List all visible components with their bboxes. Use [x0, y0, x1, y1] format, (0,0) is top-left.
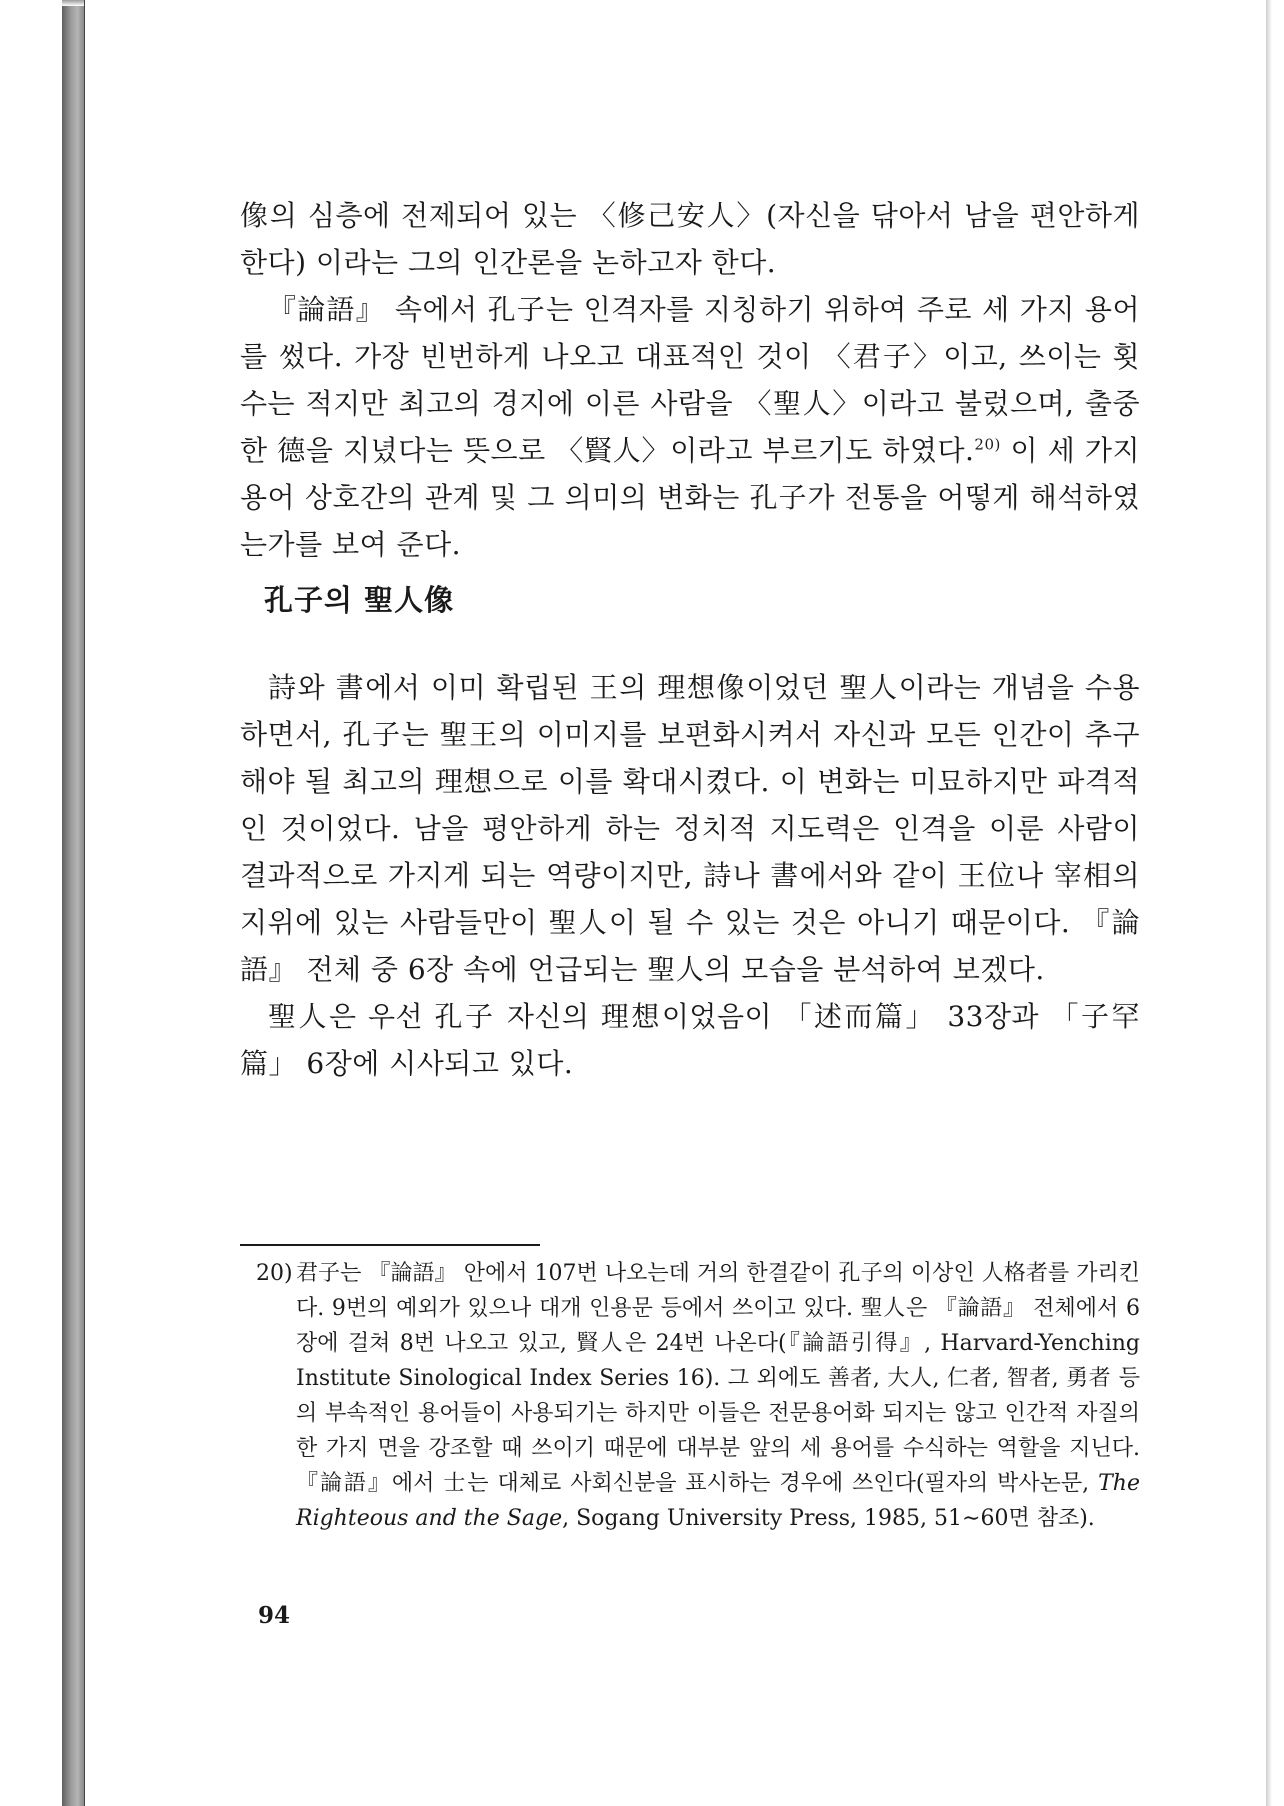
footnote-number: 20) [256, 1261, 293, 1286]
body-text-bottom [240, 664, 1140, 1087]
paragraph-3 [240, 664, 1140, 993]
footnote-text [296, 1256, 1140, 1536]
paragraph-1-text: 像의 심층에 전제되어 있는 〈修己安人〉(자신을 닦아서 남을 편안하게 한다) 이라는 그의 인간론을 논하고자 한다. [240, 199, 1140, 279]
paragraph-1 [240, 192, 1140, 286]
paragraph-3-text: 詩와 書에서 이미 확립된 王의 理想像이었던 聖人이라는 개념을 수용하면서, 孔子는 聖王의 이미지를 보편화시켜서 자신과 모든 인간이 추구해야 될 최고의 理想으로 이를 확대시켰다. 이 변화는 미묘하지만 파격적인 것이었다. 남을 평안하게 하는 정치적 지도력은 인격을 이룬 사람이 결과적으로 가지게 되는 역량이지만, 詩나 書에서와 같이 王位나 宰相의 지위에 있는 사람들만이 聖人이 될 수 있는 것은 아니기 때문이다. 『論語』 전체 중 6장 속에 언급되는 聖人의 모습을 분석하여 보겠다. [240, 671, 1140, 986]
paragraph-2-text: 『論語』 속에서 孔子는 인격자를 지칭하기 위하여 주로 세 가지 용어를 썼다. 가장 빈번하게 나오고 대표적인 것이 〈君子〉이고, 쓰이는 횟수는 적지만 최고의 경지에 이른 사람을 〈聖人〉이라고 불렀으며, 출중한 德을 지녔다는 뜻으로 〈賢人〉이라고 부르기도 하였다. [240, 293, 1140, 467]
body-text-top [240, 192, 1140, 568]
paragraph-4-text: 聖人은 우선 孔子 자신의 理想이었음이 「述而篇」 33장과 「子罕篇」 6장에 시사되고 있다. [240, 1000, 1140, 1080]
footnote-text-part-1: 君子는 『論語』 안에서 107번 나오는데 거의 한결같이 孔子의 이상인 人格者를 가리킨다. 9번의 예외가 있으나 대개 인용문 등에서 쓰이고 있다. 聖人은 『論語』 전체에서 6장에 걸쳐 8번 나오고 있고, 賢人은 24번 나온다(『論語引得』, Harvard-Yenching Institute Sinological Index Series 16). 그 외에도 善者, 大人, 仁者, 智者, 勇者 등의 부속적인 용어들이 사용되기는 하지만 이들은 전문용어화 되지는 않고 인간적 자질의 한 가지 면을 강조할 때 쓰이기 때문에 대부분 앞의 세 용어를 수식하는 역할을 지닌다. 『論語』에서 士는 대체로 사회신분을 표시하는 경우에 쓰인다(필자의 박사논문, [296, 1261, 1140, 1496]
page-right-edge [1266, 0, 1272, 1806]
book-spine [62, 0, 84, 1806]
paragraph-4 [240, 993, 1140, 1087]
section-heading: 孔子의 聖人像 [264, 583, 455, 617]
page-number: 94 [258, 1602, 291, 1629]
footnote-text-part-2: , Sogang University Press, 1985, 51∼60면 참조). [562, 1506, 1095, 1531]
footnote-20 [256, 1256, 1140, 1536]
footnote-divider [240, 1244, 540, 1246]
footnote-reference-20[interactable]: 20) [974, 435, 1001, 454]
paragraph-2-text-after: 이 세 가지 용어 상호간의 관계 및 그 의미의 변화는 孔子가 전통을 어떻게 해석하였는가를 보여 준다. [240, 434, 1140, 561]
paragraph-2 [240, 286, 1140, 568]
footnote-book-title: The Righteous and the Sage [296, 1471, 1140, 1531]
